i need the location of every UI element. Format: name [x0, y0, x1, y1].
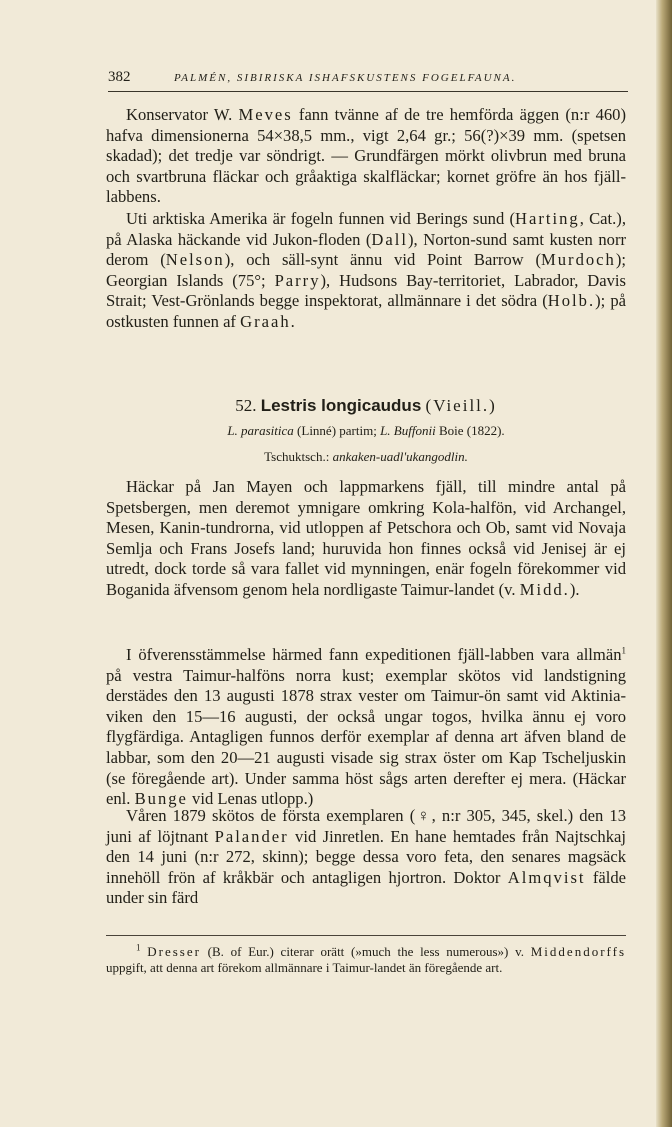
- page-edge: [656, 0, 672, 1127]
- species-name: Lestris longicaudus: [260, 396, 422, 415]
- footnote-reference[interactable]: 1: [621, 645, 626, 656]
- footnote-divider: [106, 935, 626, 936]
- author-name: Dresser: [147, 944, 201, 959]
- running-title: PALMÉN, SIBIRISKA ISHAFSKUSTENS FOGELFAUNA.: [174, 72, 517, 84]
- species-author: (Vieill.): [425, 396, 497, 415]
- vernacular-label: Tschuktsch.:: [264, 449, 333, 464]
- author-name: Bunge: [134, 789, 188, 809]
- footnote: $^1$ Dresser (B. of Eur.) citerar orätt (»much the less numerous») v. Middendorffs uppgift, att denna art förekom allmännare i Taimur-landet än föregående art.: [106, 942, 627, 975]
- page-header: [108, 69, 628, 92]
- paragraph-4: [106, 645, 626, 810]
- synonyms-line: L. parasitica (Linné) partim; L. Buffonii Boie (1822).: [227, 423, 505, 438]
- paragraph-4-text: I öfverensstämmelse härmed fann expeditionen fjäll-labben vara allmän$^1$ på vestra Taimur-halföns norra kust; exemplar skötos vid landstigning derstädes den 13 augusti 1878 strax vester om Taimur-ön samt vid Aktinia-viken den 15—16 augusti, der också ungar togos, hvilka ännu ej voro flygfärdiga. Antagligen funnos derför exemplar af denna art äfven bland de labbar, som den 20—21 augusti visade sig strax öster om Kap Tscheljuskin (se föregående art). Under samma höst sågs arten derefter ej mera. (Häckar enl. Bunge vid Lenas utlopp.): [106, 645, 626, 809]
- paragraph-2: [106, 209, 626, 333]
- paragraph-1-text: Konservator W. Meves fann tvänne af de tre hemförda äggen (n:r 460) hafva dimensionerna 54×38,5 mm., vigt 2,64 gr.; 56(?)×39 mm. (spetsen skadad); det tredje var söndrigt. — Grundfärgen mörkt olivbrun med bruna och svartbruna fläckar och gråaktiga skalfläckar; kornet gröfre än hos fjäll-labbens.: [106, 105, 626, 207]
- paragraph-3-text: Häckar på Jan Mayen och lappmarkens fjäll, till mindre antal på Spetsbergen, men deremot ymnigare omkring Kola-halfön, vid Archangel, Mesen, Kanin-tundrorna, vid utloppen af Petschora och Ob, samt vid Novaja Semlja och Frans Josefs land; huruvida hon finnes också vid Jenisej är ej utredt, dock torde så vara fallet vid mynningen, enär fogeln förekommer vid Boganida äfvensom genom hela nordligaste Taimur-landet (v. Midd.).: [106, 477, 626, 599]
- synonym-name: L. parasitica: [227, 423, 294, 438]
- author-name: Holb.: [547, 291, 596, 311]
- author-name: Nelson: [165, 250, 225, 270]
- author-name: Dall: [371, 229, 408, 249]
- vernacular-name: ankaken-uadl'ukangodlin.: [332, 449, 468, 464]
- author-name: Middendorffs: [530, 944, 627, 959]
- synonym-name: L. Buffonii: [380, 423, 436, 438]
- paragraph-3: [106, 477, 626, 601]
- author-name: Midd.: [519, 579, 570, 599]
- paragraph-5-text: Våren 1879 skötos de första exemplaren (♀, n:r 305, 345, skel.) den 13 juni af löjtnant Palander vid Jinretlen. En hane hemtades från Najtschkaj den 14 juni (n:r 272, skinn); begge dessa voro feta, den senares magsäck innehöll frön af kråkbär och antagligen hjortron. Doktor Almqvist fälde under sin färd: [106, 806, 627, 908]
- author-name: Murdoch: [541, 250, 616, 270]
- author-name: Graah: [240, 311, 291, 331]
- vernacular-name-line: [106, 449, 626, 465]
- author-name: Palander: [214, 826, 289, 846]
- author-name: Almqvist: [507, 867, 586, 887]
- footnote-marker: 1: [136, 942, 141, 953]
- author-name: Harting: [515, 209, 580, 228]
- page-number: 382: [108, 69, 131, 85]
- species-number: 52.: [235, 396, 257, 415]
- author-name: Meves: [238, 105, 293, 124]
- paragraph-1: [106, 105, 626, 208]
- paragraph-2-text: Uti arktiska Amerika är fogeln funnen vid Berings sund (Harting, Cat.), på Alaska häckande vid Jukon-floden (Dall), Norton-sund samt kusten norr derom (Nelson), och säll-synt ännu vid Point Barrow (Murdoch); Georgian Islands (75°; Parry), Hudsons Bay-territoriet, Labrador, Davis Strait; Vest-Grönlands begge inspektorat, allmännare i det södra (Holb.); på ostkusten funnen af Graah.: [106, 209, 626, 331]
- author-name: Parry: [274, 270, 321, 290]
- paragraph-5: [106, 806, 626, 909]
- species-heading: [106, 396, 626, 416]
